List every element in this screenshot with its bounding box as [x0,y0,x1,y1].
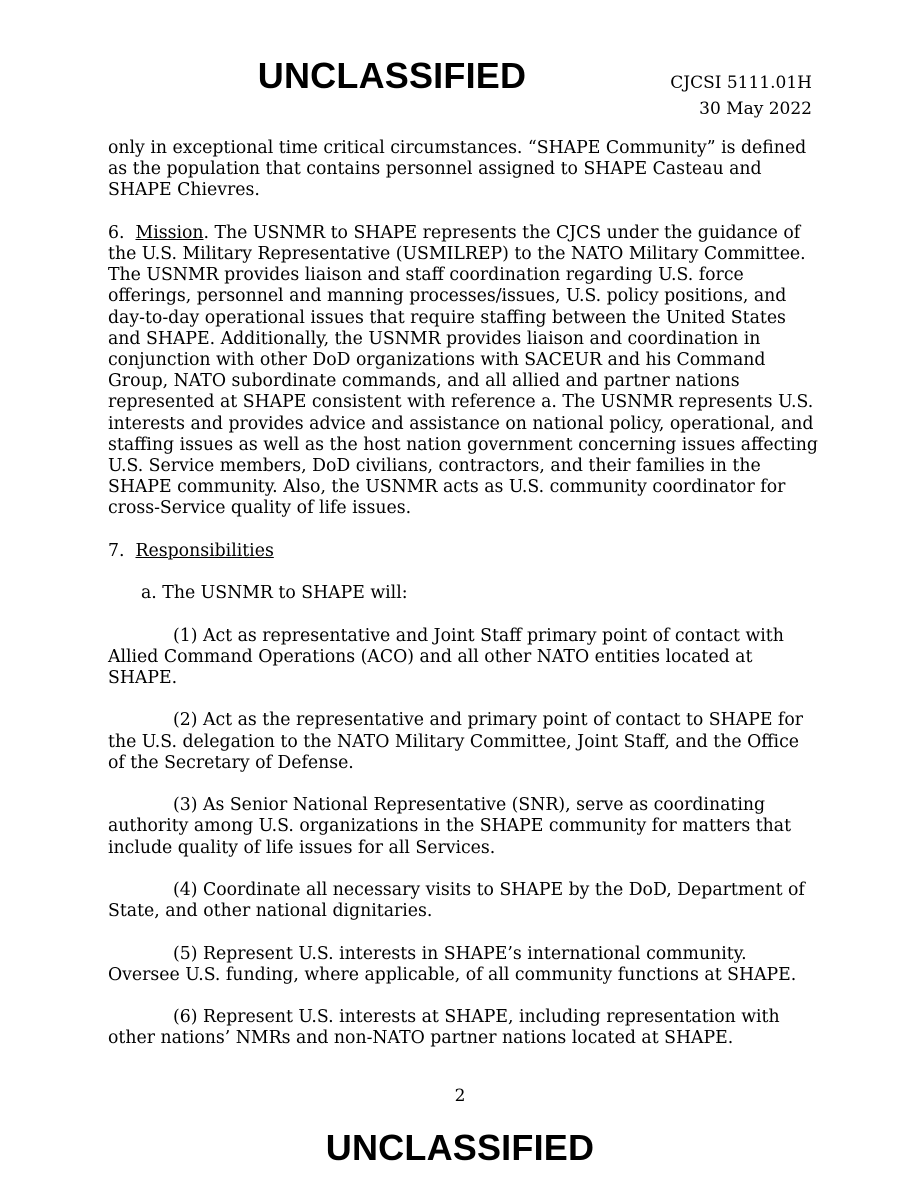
mission-heading: Mission [135,222,204,243]
mission-number: 6. [108,222,125,243]
responsibility-item-3: (3) As Senior National Representative (SNR), serve as coordinating authority among U.S. organizations in the SHAPE community for matters that include quality of life issues for all Services. [108,795,792,858]
document-date: 30 May 2022 [699,99,812,119]
responsibility-item-4: (4) Coordinate all necessary visits to SHAPE by the DoD, Department of State, and other national dignitaries. [108,880,805,922]
responsibilities-heading: Responsibilities [135,540,274,561]
classification-banner-bottom: UNCLASSIFIED [325,1127,595,1168]
responsibility-item-5: (5) Represent U.S. interests in SHAPE’s international community. Oversee U.S. funding, where applicable, of all community functions at SHAPE. [108,943,797,985]
responsibility-item-6: (6) Represent U.S. interests at SHAPE, including representation with other nations’ NMRs and non-NATO partner nations located at SHAPE. [108,1007,780,1049]
responsibility-item-2: (2) Act as the representative and primary point of contact to SHAPE for the U.S. delegation to the NATO Military Committee, Joint Staff, and the Office of the Secretary of Defense. [108,710,803,773]
continuation-paragraph: only in exceptional time critical circumstances. “SHAPE Community” is defined as the population that contains personnel assigned to SHAPE Casteau and SHAPE Chievres. [108,138,807,201]
subparagraph-a: a. The USNMR to SHAPE will: [141,583,408,604]
document-body [108,138,820,1071]
document-number: CJCSI 5111.01H [670,73,812,93]
mission-text: . The USNMR to SHAPE represents the CJCS under the guidance of the U.S. Military Representative (USMILREP) to the NATO Military Committee. The USNMR provides liaison and staff coordination regarding U.S. force offerings, personnel and manning processes/issues, U.S. policy positions, and day-to-day operational issues that require staffing between the United States and SHAPE. Additionally, the USNMR provides liaison and coordination in conjunction with other DoD organizations with SACEUR and his Command Group, NATO subordinate commands, and all allied and partner nations represented at SHAPE consistent with reference a. The USNMR represents U.S. interests and provides advice and assistance on national policy, operational, and staffing issues as well as the host nation government concerning issues affecting U.S. Service members, DoD civilians, contractors, and their families in the SHAPE community. Also, the USNMR acts as U.S. community coordinator for cross-Service quality of life issues. [108,222,818,519]
page-number: 2 [454,1086,466,1106]
mission-paragraph [108,223,820,520]
responsibilities-heading-line [108,541,820,562]
responsibilities-number: 7. [108,540,125,561]
document-identifier [670,70,812,122]
responsibility-item-1: (1) Act as representative and Joint Staff primary point of contact with Allied Command Operations (ACO) and all other NATO entities located at SHAPE. [108,625,784,689]
classification-banner-top: UNCLASSIFIED [257,55,527,96]
